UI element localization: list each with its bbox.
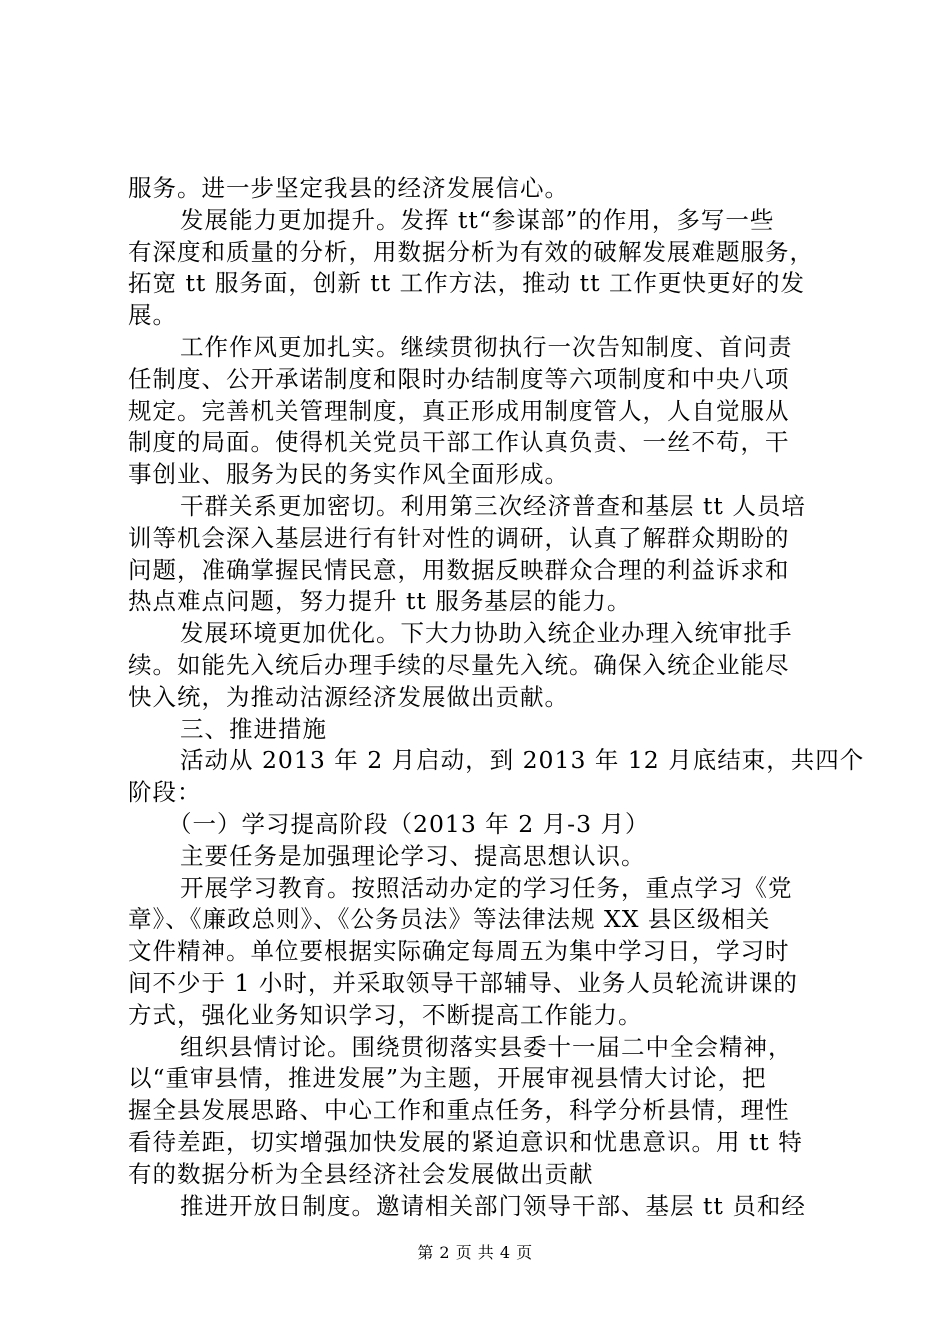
text-line: 问题，准确掌握民情民意，用数据反映群众合理的利益诉求和 (128, 555, 790, 584)
text-line: 以“重审县情，推进发展”为主题，开展审视县情大讨论，把 (128, 1064, 767, 1093)
body-text (128, 173, 865, 1222)
subsection-heading: （一）学习提高阶段（2013 年 2 月-3 月） (168, 809, 650, 838)
text-line: 任制度、公开承诺制度和限时办结制度等六项制度和中央八项 (128, 364, 790, 393)
text-line: 快入统，为推动沽源经济发展做出贡献。 (128, 682, 569, 711)
text-line: 热点难点问题，努力提升 tt 服务基层的能力。 (128, 587, 632, 616)
text-line: 章》、《廉政总则》、《公务员法》等法律法规 XX 县区级相关 (128, 905, 771, 934)
text-line: 有的数据分析为全县经济社会发展做出贡献 (128, 1159, 594, 1188)
text-line: 发展能力更加提升。发挥 tt“参谋部”的作用，多写一些 (180, 205, 775, 234)
text-line: 看待差距，切实增强加快发展的紧迫意识和忧患意识。用 tt 特 (128, 1127, 803, 1156)
text-line: 工作作风更加扎实。继续贯彻执行一次告知制度、首问责 (180, 332, 793, 361)
text-line: 握全县发展思路、中心工作和重点任务，科学分析县情，理性 (128, 1096, 790, 1125)
text-line: 发展环境更加优化。下大力协助入统企业办理入统审批手 (180, 619, 793, 648)
text-line: 干群关系更加密切。利用第三次经济普查和基层 tt 人员培 (180, 491, 806, 520)
text-line: 活动从 2013 年 2 月启动，到 2013 年 12 月底结束，共四个 (180, 746, 865, 775)
text-line: 训等机会深入基层进行有针对性的调研，认真了解群众期盼的 (128, 523, 790, 552)
page-footer (0, 1243, 950, 1263)
text-line: 展。 (128, 301, 177, 330)
page-number: 第 2 页 共 4 页 (417, 1243, 533, 1262)
text-line: 规定。完善机关管理制度，真正形成用制度管人，人自觉服从 (128, 396, 790, 425)
text-line: 间不少于 1 小时，并采取领导干部辅导、业务人员轮流讲课的 (128, 968, 798, 997)
section-heading: 三、推进措施 (180, 714, 327, 743)
text-line: 拓宽 tt 服务面，创新 tt 工作方法，推动 tt 工作更快更好的发 (128, 269, 805, 298)
text-line: 文件精神。单位要根据实际确定每周五为集中学习日，学习时 (128, 937, 790, 966)
text-line: 服务。进一步坚定我县的经济发展信心。 (128, 174, 569, 202)
text-line: 开展学习教育。按照活动办定的学习任务，重点学习《党 (180, 873, 793, 902)
text-line: 制度的局面。使得机关党员干部工作认真负责、一丝不苟，干 (128, 428, 790, 457)
text-line: 有深度和质量的分析，用数据分析为有效的破解发展难题服务， (128, 237, 814, 266)
text-line: 方式，强化业务知识学习，不断提高工作能力。 (128, 1000, 643, 1029)
text-line: 组织县情讨论。围绕贯彻落实县委十一届二中全会精神， (180, 1032, 793, 1061)
text-line: 推进开放日制度。邀请相关部门领导干部、基层 tt 员和经 (180, 1191, 806, 1220)
text-line: 阶段： (128, 778, 202, 807)
text-line: 事创业、服务为民的务实作风全面形成。 (128, 460, 569, 489)
text-line: 主要任务是加强理论学习、提高思想认识。 (180, 841, 646, 870)
text-line: 续。如能先入统后办理手续的尽量先入统。确保入统企业能尽 (128, 650, 790, 679)
